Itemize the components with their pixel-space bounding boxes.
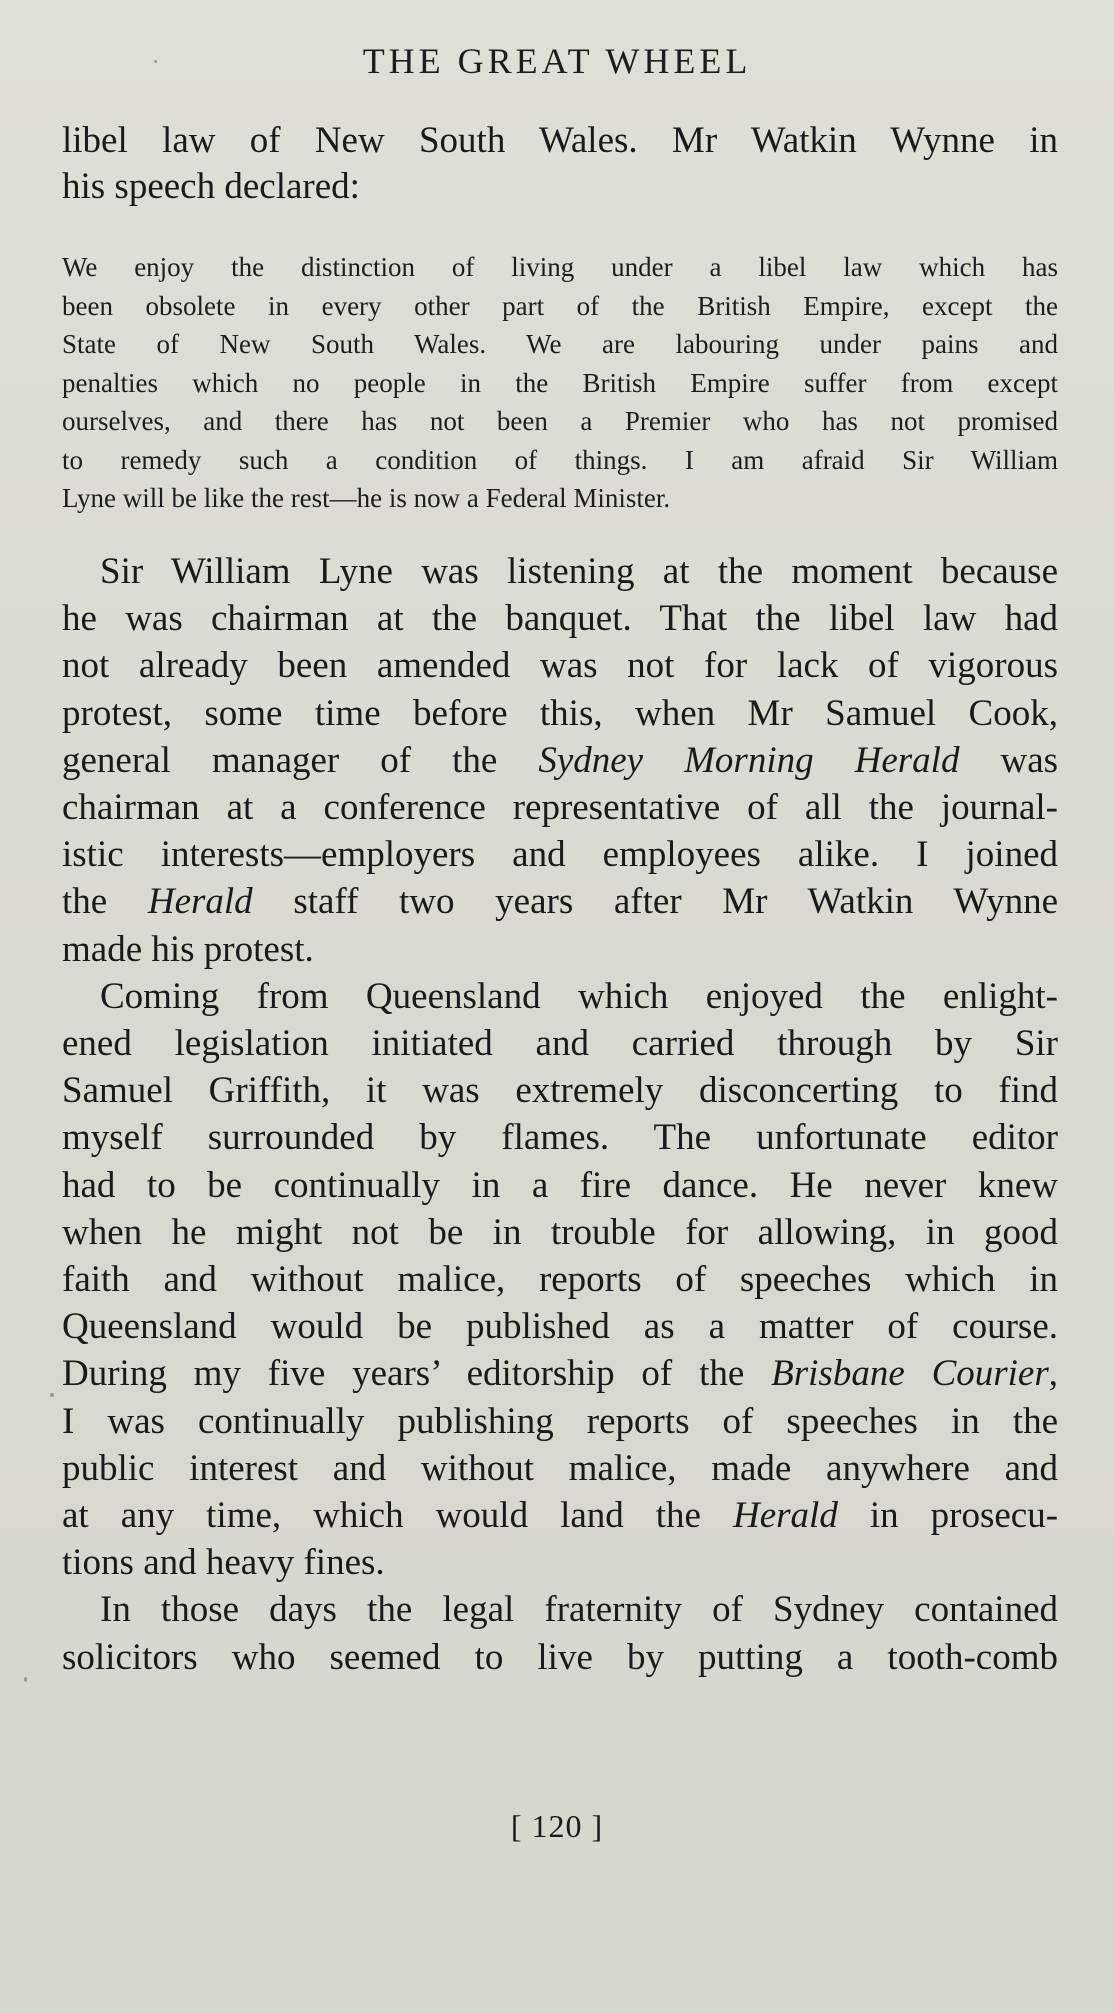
quote-line: penalties which no people in the British Empire suffer from except (62, 367, 1058, 398)
text-segment: general manager of the (62, 739, 498, 781)
text-line: his speech declared: (62, 166, 360, 207)
lead-paragraph (62, 118, 1058, 210)
paper-speck (50, 1393, 54, 1397)
text-line: protest, some time before this, when Mr Samuel Cook, (62, 692, 1058, 734)
text-line: ened legislation initiated and carried through by Sir (62, 1023, 1058, 1065)
italic-title: Sydney Morning Herald (538, 739, 960, 781)
text-segment: , (1048, 1353, 1059, 1395)
quote-line: State of New South Wales. We are labouring under pains and (62, 329, 1058, 359)
quote-line: ourselves, and there has not been a Premier who has not promised (62, 406, 1058, 436)
quote-line: been obsolete in every other part of the British Empire, except the (62, 290, 1058, 321)
text-line: had to be continually in a fire dance. He never knew (62, 1164, 1058, 1206)
text-line: Queensland would be published as a matter of course. (62, 1306, 1058, 1348)
text-segment: at any time, which would land the (62, 1495, 701, 1537)
text-line (62, 737, 1058, 784)
quote-line: We enjoy the distinction of living under a libel law which has (62, 252, 1058, 282)
body-text (62, 548, 1058, 1681)
text-line: libel law of New South Wales. Mr Watkin Wynne in (62, 120, 1058, 161)
text-line: I was continually publishing reports of speeches in the (62, 1400, 1058, 1442)
text-line: chairman at a conference representative of all the journal- (62, 787, 1058, 829)
italic-title: Herald (733, 1495, 838, 1537)
text-line (62, 1492, 1058, 1539)
text-segment: During my five years’ editorship of the (62, 1353, 745, 1395)
text-segment: in prosecu- (869, 1495, 1059, 1537)
text-line: when he might not be in trouble for allowing, in good (62, 1211, 1058, 1253)
running-title: THE GREAT WHEEL (362, 41, 752, 81)
text-segment: the (62, 881, 108, 923)
text-line (62, 1350, 1058, 1397)
text-line: Sir William Lyne was listening at the moment because (100, 551, 1058, 592)
text-line: not already been amended was not for lack of vigorous (62, 645, 1058, 687)
quote-line: to remedy such a condition of things. I am afraid Sir William (62, 444, 1058, 475)
italic-title: Herald (147, 881, 253, 923)
text-line: Samuel Griffith, it was extremely disconcerting to find (62, 1070, 1058, 1112)
text-line (62, 878, 1058, 925)
text-line: Coming from Queensland which enjoyed the enlight- (100, 975, 1058, 1017)
block-quote (62, 248, 1058, 518)
text-line: public interest and without malice, made anywhere and (62, 1447, 1058, 1489)
text-line: myself surrounded by flames. The unfortunate editor (62, 1117, 1058, 1159)
text-line: solicitors who seemed to live by putting a tooth-comb (62, 1636, 1058, 1678)
text-segment: staff two years after Mr Watkin Wynne (293, 881, 1058, 923)
paper-speck (24, 1677, 27, 1682)
text-line: made his protest. (62, 928, 314, 970)
page-number: [ 120 ] (510, 1808, 604, 1844)
text-line: istic interests—employers and employees alike. I joined (62, 834, 1058, 876)
italic-title: Brisbane Courier (771, 1353, 1049, 1395)
quote-line: Lyne will be like the rest—he is now a Federal Minister. (62, 483, 671, 513)
text-segment: was (1000, 739, 1059, 781)
text-line: tions and heavy fines. (62, 1542, 385, 1584)
text-line: In those days the legal fraternity of Sydney contained (100, 1589, 1058, 1631)
text-line: he was chairman at the banquet. That the libel law had (62, 598, 1058, 640)
text-line: faith and without malice, reports of speeches which in (62, 1259, 1058, 1301)
